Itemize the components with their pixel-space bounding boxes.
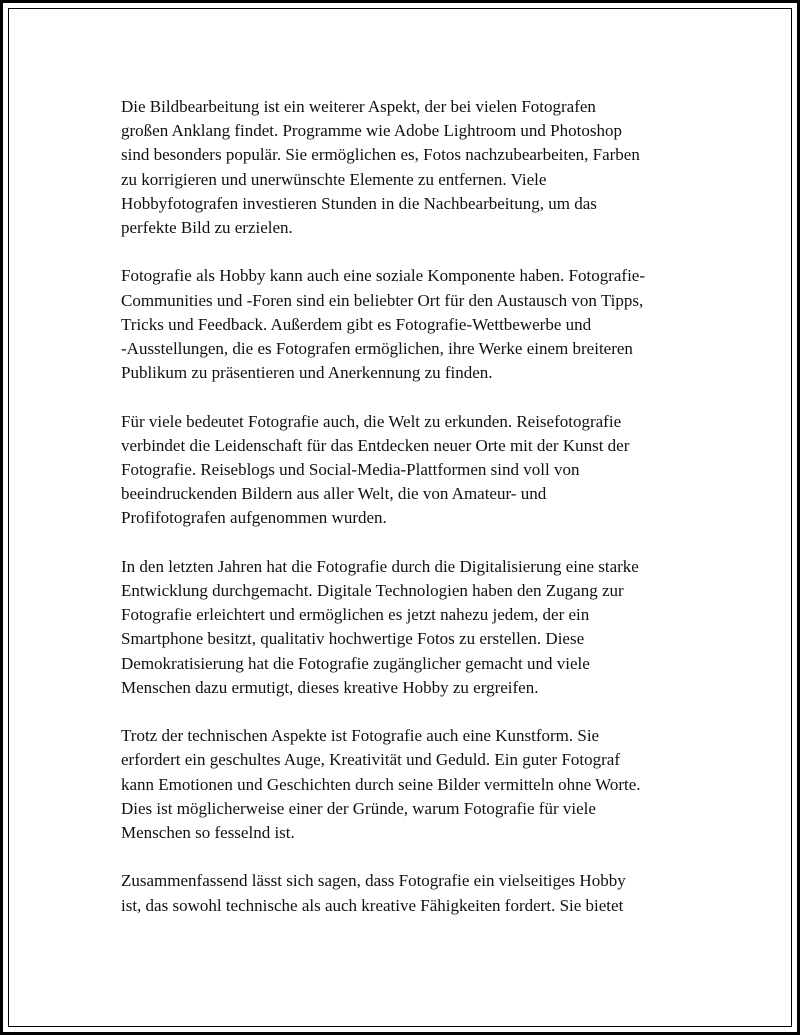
paragraph-art-form: Trotz der technischen Aspekte ist Fotografie auch eine Kunstform. Sie erfordert ein geschultes Auge, Kreativität und Geduld. Ein guter Fotograf kann Emotionen und Geschichten durch seine Bilder vermitteln ohne Worte. Dies ist möglicherweise einer der Gründe, warum Fotografie für viele Menschen so fesselnd ist. (121, 726, 641, 843)
paragraph-social-component: Fotografie als Hobby kann auch eine soziale Komponente haben. Fotografie- Communities und -Foren sind ein beliebter Ort für den Austausch von Tipps, Tricks und Feedback. Außerdem gibt es Fotografie-Wettbewerbe und -Ausstellungen, die es Fotografen ermöglichen, ihre Werke einem breiteren Publikum zu präsentieren und Anerkennung zu finden. (121, 266, 646, 383)
paragraph-travel-photography: Für viele bedeutet Fotografie auch, die Welt zu erkunden. Reisefotografie verbindet die Leidenschaft für das Entdecken neuer Orte mit der Kunst der Fotografie. Reiseblogs und Social-Media-Plattformen sind voll von beeindruckenden Bildern aus aller Welt, die von Amateur- und Profifotografen aufgenommen wurden. (121, 411, 630, 528)
document-body (121, 95, 691, 942)
paragraph-image-editing: Die Bildbearbeitung ist ein weiterer Aspekt, der bei vielen Fotografen großen Anklang findet. Programme wie Adobe Lightroom und Photoshop sind besonders populär. Sie ermöglichen es, Fotos nachzubearbeiten, Farben zu korrigieren und unerwünschte Elemente zu entfernen. Viele Hobbyfotografen investieren Stunden in die Nachbearbeitung, um das perfekte Bild zu erzielen. (121, 97, 640, 238)
paragraph-digitalization: In den letzten Jahren hat die Fotografie durch die Digitalisierung eine starke Entwicklung durchgemacht. Digitale Technologien haben den Zugang zur Fotografie erleichtert und ermöglichen es jetzt nahezu jedem, der ein Smartphone besitzt, qualitativ hochwertige Fotos zu erstellen. Diese Demokratisierung hat die Fotografie zugänglicher gemacht und viele Menschen dazu ermutigt, dieses kreative Hobby zu ergreifen. (121, 556, 639, 697)
paragraph-summary: Zusammenfassend lässt sich sagen, dass Fotografie ein vielseitiges Hobby ist, das sowohl technische als auch kreative Fähigkeiten fordert. Sie bietet (121, 871, 626, 915)
